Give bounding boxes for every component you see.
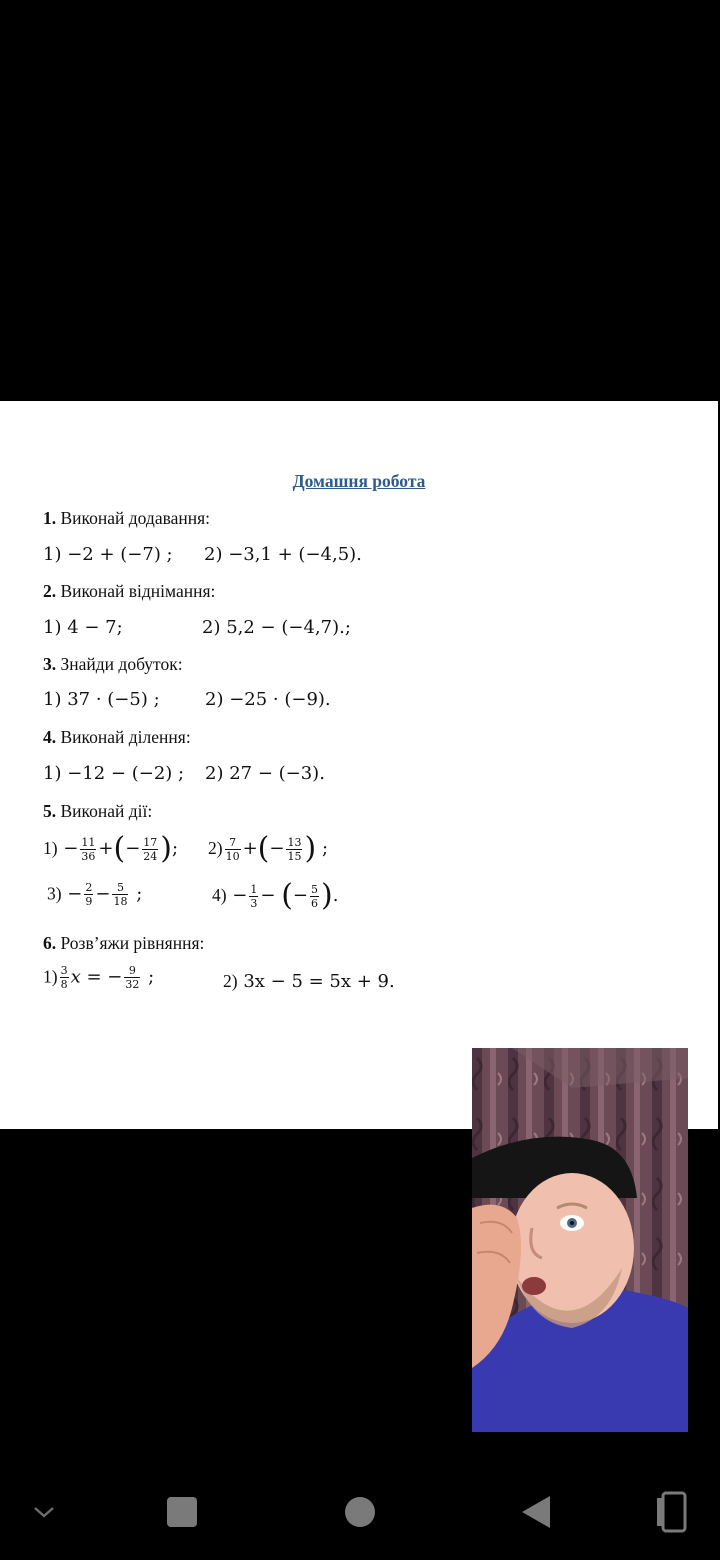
task-3-number: 3. bbox=[43, 654, 57, 674]
numerator: 13 bbox=[287, 835, 302, 849]
task-1-item-1: 1) −2 + (−7) ; bbox=[43, 544, 173, 565]
fraction bbox=[142, 836, 158, 863]
denominator: 9 bbox=[85, 895, 93, 908]
fraction bbox=[124, 964, 140, 991]
denominator: 10 bbox=[225, 849, 240, 863]
square-icon[interactable] bbox=[152, 1482, 212, 1542]
numerator: 7 bbox=[225, 836, 241, 850]
denominator: 3 bbox=[250, 896, 258, 910]
fraction bbox=[310, 883, 319, 910]
denominator: 36 bbox=[81, 849, 96, 863]
task-2-label: Виконай віднімання: bbox=[60, 581, 216, 601]
camera-overlay[interactable] bbox=[472, 1048, 688, 1432]
denominator: 6 bbox=[311, 896, 319, 910]
fraction bbox=[225, 836, 241, 863]
item-number: 3) bbox=[47, 883, 62, 904]
task-3-item-1: 1) 37 · (−5) ; bbox=[43, 689, 160, 710]
task-5-heading bbox=[43, 801, 152, 822]
task-5-number: 5. bbox=[43, 801, 57, 821]
circle-icon[interactable] bbox=[330, 1482, 390, 1542]
denominator: 24 bbox=[143, 849, 158, 863]
fraction bbox=[80, 836, 96, 863]
task-1-number: 1. bbox=[43, 508, 57, 528]
task-6-number: 6. bbox=[43, 933, 57, 953]
numerator: 2 bbox=[85, 881, 93, 894]
task-6-item-2 bbox=[223, 971, 395, 992]
item-number: 4) bbox=[212, 885, 227, 905]
task-5-item-2: 2) $\frac{7}{10}$ +(− $\frac{13}{15}$ ) ; bbox=[208, 831, 329, 866]
fraction bbox=[60, 964, 69, 991]
item-number: 2) bbox=[223, 971, 238, 991]
task-4-number: 4. bbox=[43, 727, 57, 747]
task-6-label: Розв’яжи рівняння: bbox=[60, 933, 205, 953]
numerator: 3 bbox=[60, 964, 68, 977]
task-4-heading bbox=[43, 727, 191, 748]
triangle-back-icon[interactable] bbox=[506, 1482, 566, 1542]
task-5-label: Виконай дії: bbox=[60, 801, 153, 821]
task-5-item-1: 1) − $\frac{11}{36}$ +(− $\frac{17}{24}$ ); bbox=[43, 831, 179, 866]
item-end: . bbox=[332, 885, 339, 906]
fraction bbox=[112, 881, 128, 908]
numerator: 1 bbox=[250, 882, 258, 896]
task-4-item-2: 2) 27 − (−3). bbox=[205, 763, 325, 784]
numerator: 11 bbox=[81, 835, 96, 849]
task-2-heading bbox=[43, 581, 215, 602]
task-4-label: Виконай ділення: bbox=[60, 727, 191, 747]
fraction bbox=[249, 883, 258, 910]
denominator: 32 bbox=[125, 978, 140, 991]
document-title: Домашня робота bbox=[292, 471, 426, 491]
task-1-label: Виконай додавання: bbox=[60, 508, 211, 528]
fraction bbox=[286, 836, 302, 863]
numerator: 5 bbox=[112, 881, 128, 895]
item-end: ; bbox=[172, 838, 179, 859]
chevron-down-icon[interactable] bbox=[14, 1482, 74, 1542]
task-5-item-4: 4) − $\frac{1}{3}$ − (− $\frac{5}{6}$ ). bbox=[212, 878, 339, 913]
document-page bbox=[0, 401, 718, 1129]
item-end: ; bbox=[136, 883, 143, 905]
navigation-bar bbox=[0, 1462, 720, 1560]
phone-rotate-icon[interactable] bbox=[642, 1482, 702, 1542]
numerator: 5 bbox=[311, 882, 319, 896]
item-number: 1) bbox=[43, 838, 58, 858]
task-6-heading bbox=[43, 933, 204, 954]
item-number: 1) bbox=[43, 966, 58, 987]
denominator: 15 bbox=[287, 849, 302, 863]
task-3-item-2: 2) −25 · (−9). bbox=[205, 689, 331, 710]
item-number: 2) bbox=[208, 838, 223, 858]
numerator: 17 bbox=[143, 835, 158, 849]
task-3-label: Знайди добуток: bbox=[60, 654, 183, 674]
task-1-item-2: 2) −3,1 + (−4,5). bbox=[204, 544, 362, 565]
numerator: 9 bbox=[124, 964, 140, 978]
task-2-number: 2. bbox=[43, 581, 57, 601]
denominator: 18 bbox=[113, 895, 128, 908]
task-6-item-1: 1) $\frac{3}{8}$ x = − $\frac{9}{32}$ ; bbox=[43, 964, 155, 991]
denominator: 8 bbox=[60, 978, 68, 991]
task-1-heading bbox=[43, 508, 210, 529]
fraction bbox=[84, 881, 93, 908]
task-5-item-3: 3) − $\frac{2}{9}$ − $\frac{5}{18}$ ; bbox=[47, 881, 143, 908]
item-end: ; bbox=[321, 838, 329, 859]
item-end: ; bbox=[148, 966, 155, 988]
variable: x bbox=[70, 966, 81, 988]
person-video-feed bbox=[472, 1048, 688, 1432]
task-4-item-1: 1) −12 − (−2) ; bbox=[43, 763, 185, 784]
equation: 3x − 5 = 5x + 9. bbox=[243, 971, 395, 992]
task-2-item-2: 2) 5,2 − (−4,7).; bbox=[202, 617, 351, 638]
task-2-item-1: 1) 4 − 7; bbox=[43, 617, 123, 638]
task-3-heading bbox=[43, 654, 183, 675]
equals-sign: = bbox=[86, 966, 102, 988]
